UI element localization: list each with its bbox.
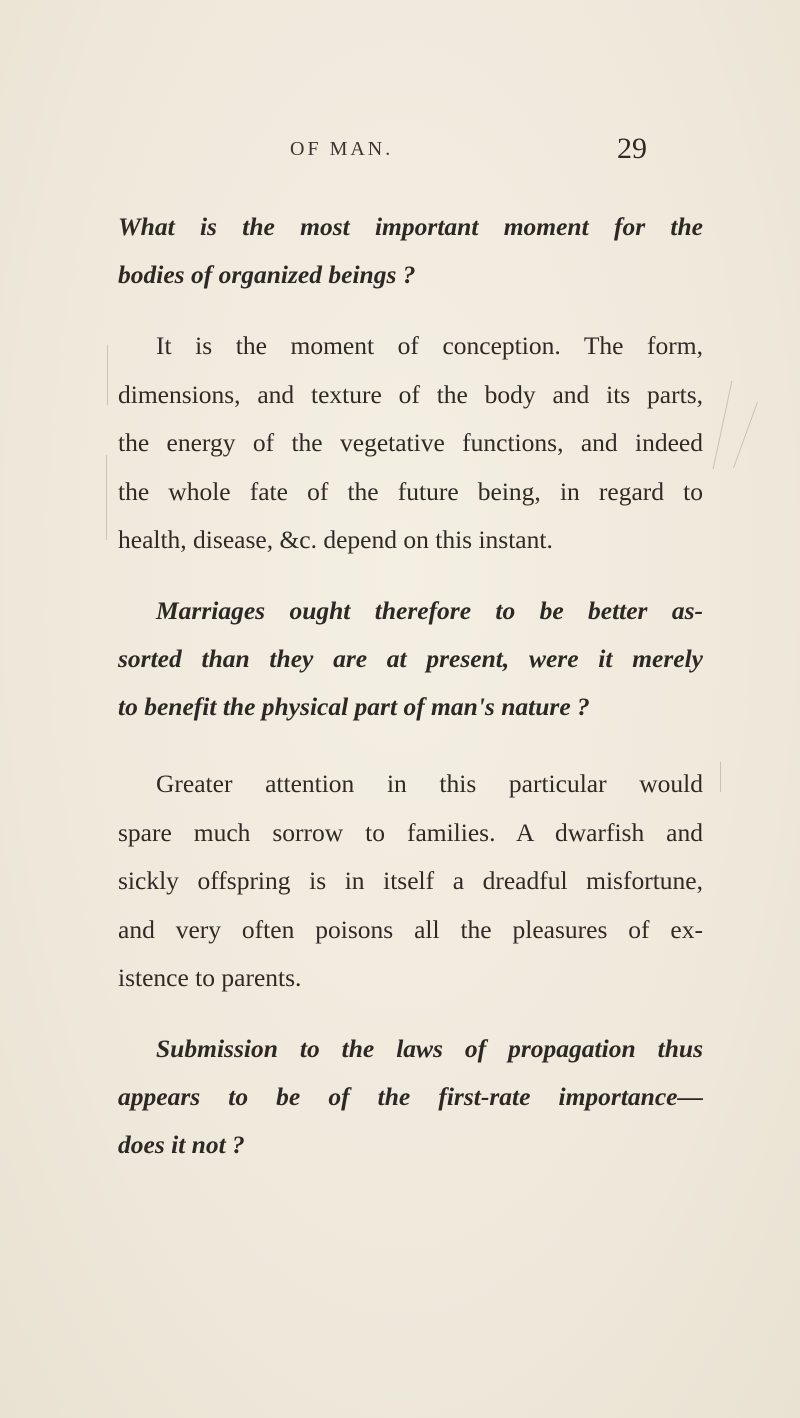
text-line: sorted than they are at present, were it merely (118, 644, 703, 673)
text-line: istence to parents. (118, 963, 302, 992)
text-line: sickly offspring is in itself a dreadful misfortune, (118, 866, 703, 895)
text-line: spare much sorrow to families. A dwarfish and (118, 817, 703, 847)
text-line: It is the moment of conception. The form, (156, 331, 703, 360)
text-line: bodies of organized beings ? (118, 260, 416, 289)
running-head (0, 132, 800, 178)
text-line: and very often poisons all the pleasures of ex- (118, 914, 703, 944)
text-line: appears to be of the first-rate importance— (118, 1082, 703, 1111)
pencil-mark (720, 762, 721, 792)
pencil-mark (733, 402, 758, 468)
pencil-mark (713, 381, 733, 469)
text-line: What is the most important moment for the (118, 212, 703, 241)
answer-paragraph-2 (118, 760, 703, 1003)
text-line: Submission to the laws of propagation thus (156, 1034, 703, 1063)
question-paragraph-3 (118, 1025, 703, 1169)
text-line: dimensions, and texture of the body and its parts, (118, 379, 703, 409)
text-line: health, disease, &c. depend on this instant. (118, 525, 553, 554)
text-line: the energy of the vegetative functions, and indeed (118, 428, 703, 457)
running-head-title: OF MAN. (290, 138, 394, 160)
text-line: does it not ? (118, 1130, 245, 1159)
answer-paragraph-1 (118, 322, 703, 565)
pencil-mark (107, 345, 108, 405)
text-line: the whole fate of the future being, in regard to (118, 476, 703, 506)
text-line: to benefit the physical part of man's nature ? (118, 692, 590, 721)
page-number: 29 (617, 132, 647, 165)
text-line: Marriages ought therefore to be better as- (156, 596, 703, 625)
text-line: Greater attention in this particular would (156, 769, 703, 798)
question-paragraph-2 (118, 587, 703, 731)
question-paragraph-1 (118, 203, 703, 299)
pencil-mark (106, 455, 107, 540)
